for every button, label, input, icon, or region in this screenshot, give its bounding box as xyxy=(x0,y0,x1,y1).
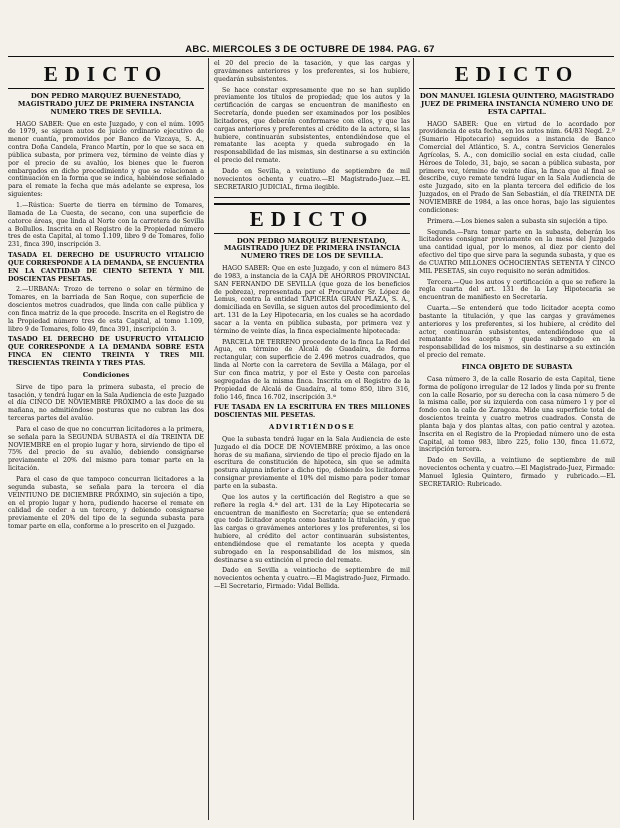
divider xyxy=(214,197,410,198)
column-2 xyxy=(214,60,410,820)
edict-title: EDICTO xyxy=(8,60,204,89)
paragraph: Dado en Sevilla, a veintiuno de septiembre de mil novecientos ochenta y cuatro.—El Magistrado-Juez.—EL SECRETARIO JUDICIAL, firma ilegible. xyxy=(214,167,410,191)
paragraph: Cuarta.—Se entenderá que todo licitador acepta como bastante la titulación, y que las cargas y gravámenes anteriores y los preferentes, si los hubiere, al crédito del actor, continuarán subsistentes, entendiéndose que el rematante los acepta y queda subrogado en la responsabilidad de los mismos, sin destinarse a su extinción el precio del remate. xyxy=(419,305,615,360)
valuation-paragraph: FUE TASADA EN LA ESCRITURA EN TRES MILLONES DOSCIENTAS MIL PESETAS. xyxy=(214,404,410,420)
property-heading: FINCA OBJETO DE SUBASTA xyxy=(461,363,573,371)
paragraph: Casa número 3, de la calle Rosario de esta Capital, tiene forma de polígono irregular de 12 lados y linda por su frente con la calle Rosario, por su derecha con la casa número 5 de la misma calle, por su izquierda con casa número 1 y por el fondo con la calle de Zaragoza. Mide una superficie total de doscientos treinta y cuatro metros cuadrados. Consta de planta baja y dos plantas altas, con patio central y azotea. Inscrita en el Registro de la Propiedad número uno de esta Capital, al tomo 983, libro 225, folio 130, finca 11.672, inscripción tercera. xyxy=(419,375,615,454)
column-3 xyxy=(419,60,615,820)
paragraph: Sirve de tipo para la primera subasta, el precio de tasación, y tendrá lugar en la Sala Audiencia de este Juzgado el día CINCO DE NOVIEMBRE PRÓXIMO a las doce de su mañana, no admitiéndose posturas que no cubran las dos terceras partes del avalúo. xyxy=(8,383,204,423)
paragraph: PARCELA DE TERRENO procedente de la finca La Red del Agua, en término de Alcalá de Guadaíra, de forma rectangular, con superficie de 2.496 metros cuadrados, que linda al Norte con la carretera de Sevilla a Málaga, por el Sur con finca matriz, y por el Este y Oeste con parcelas segregadas de la misma finca. Inscrita en el Registro de la Propiedad de Alcalá de Guadaíra, al tomo 850, libro 316, folio 146, finca 16.702, inscripción 3.ª xyxy=(214,338,410,401)
paragraph: Que la subasta tendrá lugar en la Sala Audiencia de este Juzgado el día DOCE DE NOVIEMBRE próximo, a las once horas de su mañana, sirviendo de tipo el precio fijado en la escritura de constitución de hipoteca, sin que se admita postura alguna inferior a dicho tipo, debiendo los licitadores consignar previamente el 10% del mismo para poder tomar parte en la subasta. xyxy=(214,435,410,490)
paragraph: Tercera.—Que los autos y certificación a que se refiere la regla cuarta del art. 131 de la Ley Hipotecaria se encuentran de manifiesto en Secretaría. xyxy=(419,278,615,302)
edict-title: EDICTO xyxy=(214,203,410,234)
valuation-paragraph: TASADO EL DERECHO DE USUFRUCTO VITALICIO QUE CORRESPONDE A LA DEMANDA SOBRE ESTA FINCA EN CIENTO TREINTA Y TRES MIL TRESCIENTAS TREINTA Y TRES PTAS. xyxy=(8,336,204,367)
paragraph: 1.—Rústica: Suerte de tierra en término de Tomares, llamada de La Cuesta, de secano, con una superficie de catorce áreas, que linda al Norte con la carretera de Sevilla a Bollullos. Inscrita en el Registro de la Propiedad número tres de esta Capital, al tomo 1.109, libro 9 de Tomares, folio 231, finca 390, inscripción 3. xyxy=(8,201,204,249)
page-header: ABC. MIERCOLES 3 DE OCTUBRE DE 1984. PAG. 67 xyxy=(185,44,435,55)
valuation-paragraph: TASADA EL DERECHO DE USUFRUCTO VITALICIO QUE CORRESPONDE A LA DEMANDA, SE ENCUENTRA EN LA CANTIDAD DE CIENTO SETENTA Y MIL DOSCIENTAS PESETAS. xyxy=(8,252,204,283)
advert-heading: ADVIRTIÉNDOSE xyxy=(268,423,356,432)
column-1 xyxy=(8,60,204,820)
paragraph: Para el caso de que no concurran licitadores a la primera, se señala para la SEGUNDA SUBASTA el día TREINTA DE NOVIEMBRE en el propio lugar y hora, sirviendo de tipo el 75% del precio de su avalúo, debiendo consignarse previamente el 20% del mismo para tomar parte en la licitación. xyxy=(8,425,204,473)
edict-title: EDICTO xyxy=(419,60,615,89)
paragraph: HAGO SABER: Que en este Juzgado, y con el número 843 de 1983, a instancia de la CAJA DE AHORROS PROVINCIAL SAN FERNANDO DE SEVILLA (que goza de los beneficios de pobreza), representada por el Procurador Sr. López de Lemus, contra la entidad TAPICERÍA GRAN PLAZA, S. A., domiciliada en Sevilla, se siguen autos del procedimiento del art. 131 de la Ley Hipotecaria, en los cuales se ha acordado sacar a la venta en pública subasta, por primera vez y término de veinte días, la finca especialmente hipotecada: xyxy=(214,265,410,335)
column-divider-left xyxy=(208,58,209,820)
paragraph: Se hace constar expresamente que no se han suplido previamente los títulos de propiedad; que los autos y la certificación de cargas se encuentran de manifiesto en Secretaría, donde pueden ser examinados por los posibles licitadores, que deberán conformarse con ellos, y que las cargas anteriores y preferentes al crédito de la actora, si las hubiere, continuarán subsistentes, entendiéndose que el rematante las acepta y queda subrogado en la responsabilidad de las mismas, sin destinarse a su extinción el precio del remate. xyxy=(214,86,410,165)
edict-heading: DON PEDRO MARQUEZ BUENESTADO, MAGISTRADO JUEZ DE PRIMERA INSTANCIA NUMERO TRES DE LOS DE SEVILLA. xyxy=(223,236,401,261)
edict-heading: DON MANUEL IGLESIA QUINTERO, MAGISTRADO JUEZ DE PRIMERA INSTANCIA NÚMERO UNO DE ESTA CAPITAL. xyxy=(419,92,615,116)
paragraph: Dado en Sevilla a veintiocho de septiembre de mil novecientos ochenta y cuatro.—El Magistrado-Juez, Firmado.—El Secretario, Firmado: Vidal Bellida. xyxy=(214,567,410,591)
conditions-heading: Condiciones xyxy=(82,370,130,379)
paragraph: HAGO SABER: Que en virtud de lo acordado por providencia de esta fecha, en los autos núm. 64/83 Negd. 2.º (Sumario Hipotecario) seguidos a instancia de Banco Comercial del Atlántico, S. A., contra Servicios Generales Agrícolas, S. A., con domicilio social en esta ciudad, calle Héroes de Toledo, 31, bajo, se sacan a pública subasta, por primera vez, término de veinte días, la finca que al final se describe, cuyo remate tendrá lugar en la Sala Audiencia de este Juzgado, sito en la planta tercera del edificio de los Juzgados, en el Prado de San Sebastián, el día TREINTA DE NOVIEMBRE de 1984, a las once horas, bajo las siguientes condiciones: xyxy=(419,120,615,214)
paragraph: Primera.—Los bienes salen a subasta sin sujeción a tipo. xyxy=(427,217,608,225)
header-rule xyxy=(8,56,614,57)
paragraph: Segunda.—Para tomar parte en la subasta, deberán los licitadores consignar previamente en la mesa del Juzgado una cantidad igual, por lo menos, al diez por ciento del efectivo del tipo que sirve para la segunda subasta, y que es de CUATRO MILLONES OCHOCIENTAS SETENTA Y CINCO MIL PESETAS, sin cuyo requisito no serán admitidos. xyxy=(419,228,615,275)
paragraph: Que los autos y la certificación del Registro a que se refiere la regla 4.ª del art. 131 de la Ley Hipotecaria se encuentran de manifiesto en Secretaría; que se entenderá que todo licitador acepta como bastante la titulación, y que las cargas o gravámenes anteriores y los preferentes, si los hubiere, al crédito del actor continuarán subsistentes, entendiéndose que el rematante los acepta y queda subrogado en la responsabilidad de los mismos, sin destinarse a su extinción el precio del remate. xyxy=(214,493,410,564)
paragraph: el 20 del precio de la tasación, y que las cargas y gravámenes anteriores y los preferentes, si los hubiere, quedarán subsistentes. xyxy=(214,60,410,83)
paragraph: Dado en Sevilla, a veintiuno de septiembre de mil novecientos ochenta y cuatro.—El Magistrado-Juez, Firmado: Manuel Iglesia Quintero, firmado y rubricado.—EL SECRETARIO: Rubricado. xyxy=(419,457,615,488)
paragraph: 2.—URBANA: Trozo de terreno o solar en término de Tomares, en la barriada de San Roque, con superficie de doscientos metros cuadrados, que linda con calle pública y con finca matriz de la que procede. Inscrita en el Registro de la Propiedad número tres de esta Capital, al tomo 1.109, libro 9 de Tomares, folio 49, finca 391, inscripción 3. xyxy=(8,286,204,333)
column-divider-right xyxy=(413,58,414,820)
paragraph: HAGO SABER: Que en este Juzgado, y con el núm. 1095 de 1979, se siguen autos de juicio ordinario ejecutivo de menor cuantía, promovidos por Banco de Vizcaya, S. A., contra Doña Candela, Franco Martín, por lo que se saca en pública subasta, por primera vez, término de veinte días y por el precio de su avalúo, los bienes que le fueron embargados en dicho procedimiento y que se relacionan a continuación en la forma que se indica, habiéndose señalado para el remate la fecha que más adelante se expresa, los siguientes: xyxy=(8,120,204,199)
paragraph: Para el caso de que tampoco concurran licitadores a la segunda subasta, se señala para la tercera el día VEINTIUNO DE DICIEMBRE PRÓXIMO, sin sujeción a tipo, en el propio lugar y hora, pudiendo hacerse el remate en calidad de ceder a un tercero, y debiendo consignarse previamente el 20% del tipo de la segunda subasta para tomar parte en ella, conforme a lo prescrito en el Juzgado. xyxy=(8,475,204,531)
edict-heading: DON PEDRO MARQUEZ BUENESTADO, MAGISTRADO JUEZ DE PRIMERA INSTANCIA NUMERO TRES DE SEVILLA. xyxy=(17,92,195,116)
